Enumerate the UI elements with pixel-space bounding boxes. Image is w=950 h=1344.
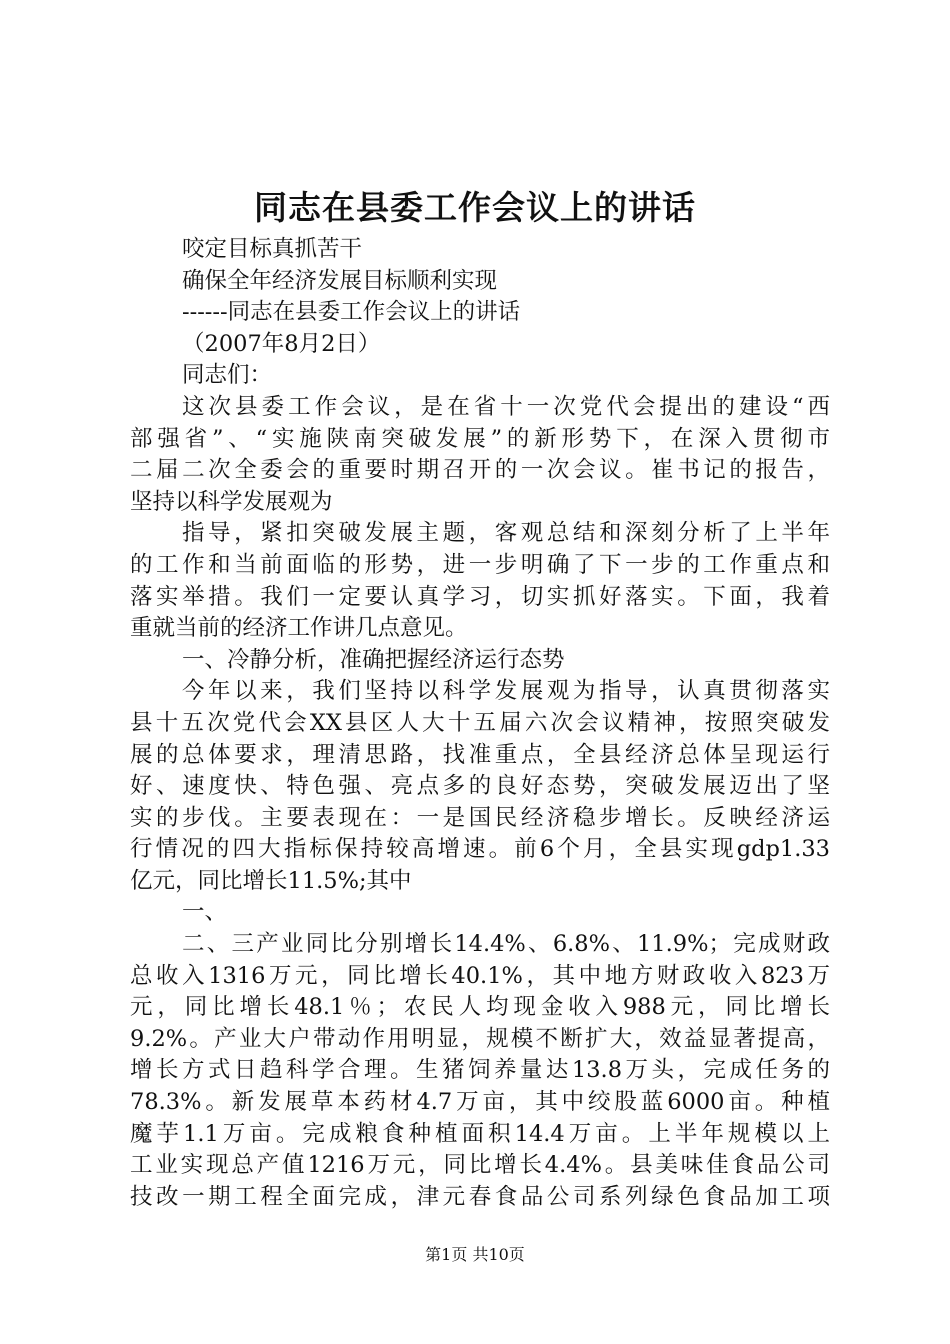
text-line: 元，同比增长48.1％；农民人均现金收入988元，同比增长	[130, 994, 830, 1021]
text-line: 同志们：	[182, 362, 273, 389]
text-line: 确保全年经济发展目标顺利实现	[182, 267, 498, 294]
text-line: 工业实现总产值1216万元，同比增长4.4%。县美味佳食品公司	[130, 1152, 830, 1179]
text-line: 78.3%。新发展草本药材4.7万亩，其中绞股蓝6000亩。种植	[130, 1089, 830, 1116]
text-line: 二届二次全委会的重要时期召开的一次会议。崔书记的报告，	[130, 457, 830, 484]
text-line: 好、速度快、特色强、亮点多的良好态势，突破发展迈出了坚	[130, 773, 830, 800]
text-line: 增长方式日趋科学合理。生猪饲养量达13.8万头，完成任务的	[130, 1057, 830, 1084]
text-line: （2007年8月2日）	[182, 330, 381, 357]
text-line: 一、冷静分析，准确把握经济运行态势	[182, 646, 565, 673]
text-line: 技改一期工程全面完成，津元春食品公司系列绿色食品加工项	[130, 1183, 830, 1210]
text-line: 指导，紧扣突破发展主题，客观总结和深刻分析了上半年	[182, 520, 830, 547]
text-line: 部强省”、“实施陕南突破发展”的新形势下，在深入贯彻市	[130, 425, 830, 452]
document-body	[130, 234, 830, 1213]
text-line: 重就当前的经济工作讲几点意见。	[130, 615, 468, 642]
text-line: 魔芋1.1万亩。完成粮食种植面积14.4万亩。上半年规模以上	[130, 1120, 830, 1147]
document-title: 同志在县委工作会议上的讲话	[254, 188, 696, 227]
text-line: 落实举措。我们一定要认真学习，切实抓好落实。下面，我着	[130, 583, 830, 610]
text-line: 9.2%。产业大户带动作用明显，规模不断扩大，效益显著提高，	[130, 1025, 830, 1052]
text-line: 行情况的四大指标保持较高增速。前6个月，全县实现gdp1.33	[130, 836, 830, 863]
text-line: 总收入1316万元，同比增长40.1%，其中地方财政收入823万	[130, 962, 830, 989]
text-line: 一、	[182, 899, 228, 926]
text-line: 咬定目标真抓苦干	[182, 236, 363, 262]
text-line: ------同志在县委工作会议上的讲话	[182, 299, 521, 326]
text-line: 今年以来，我们坚持以科学发展观为指导，认真贯彻落实	[182, 678, 830, 705]
text-line: 二、三产业同比分别增长14.4%、6.8%、11.9%；完成财政	[182, 931, 830, 958]
page-footer: 第1页 共10页	[425, 1245, 525, 1264]
text-line: 县十五次党代会XX县区人大十五届六次会议精神，按照突破发	[130, 709, 830, 736]
text-line: 这次县委工作会议，是在省十一次党代会提出的建设“西	[182, 393, 830, 420]
text-line: 实的步伐。主要表现在：一是国民经济稳步增长。反映经济运	[130, 804, 830, 831]
text-line: 展的总体要求，理清思路，找准重点，全县经济总体呈现运行	[130, 741, 830, 768]
text-line: 的工作和当前面临的形势，进一步明确了下一步的工作重点和	[130, 551, 830, 578]
text-line: 亿元，同比增长11.5%;其中	[130, 867, 412, 894]
text-line: 坚持以科学发展观为	[130, 488, 333, 515]
